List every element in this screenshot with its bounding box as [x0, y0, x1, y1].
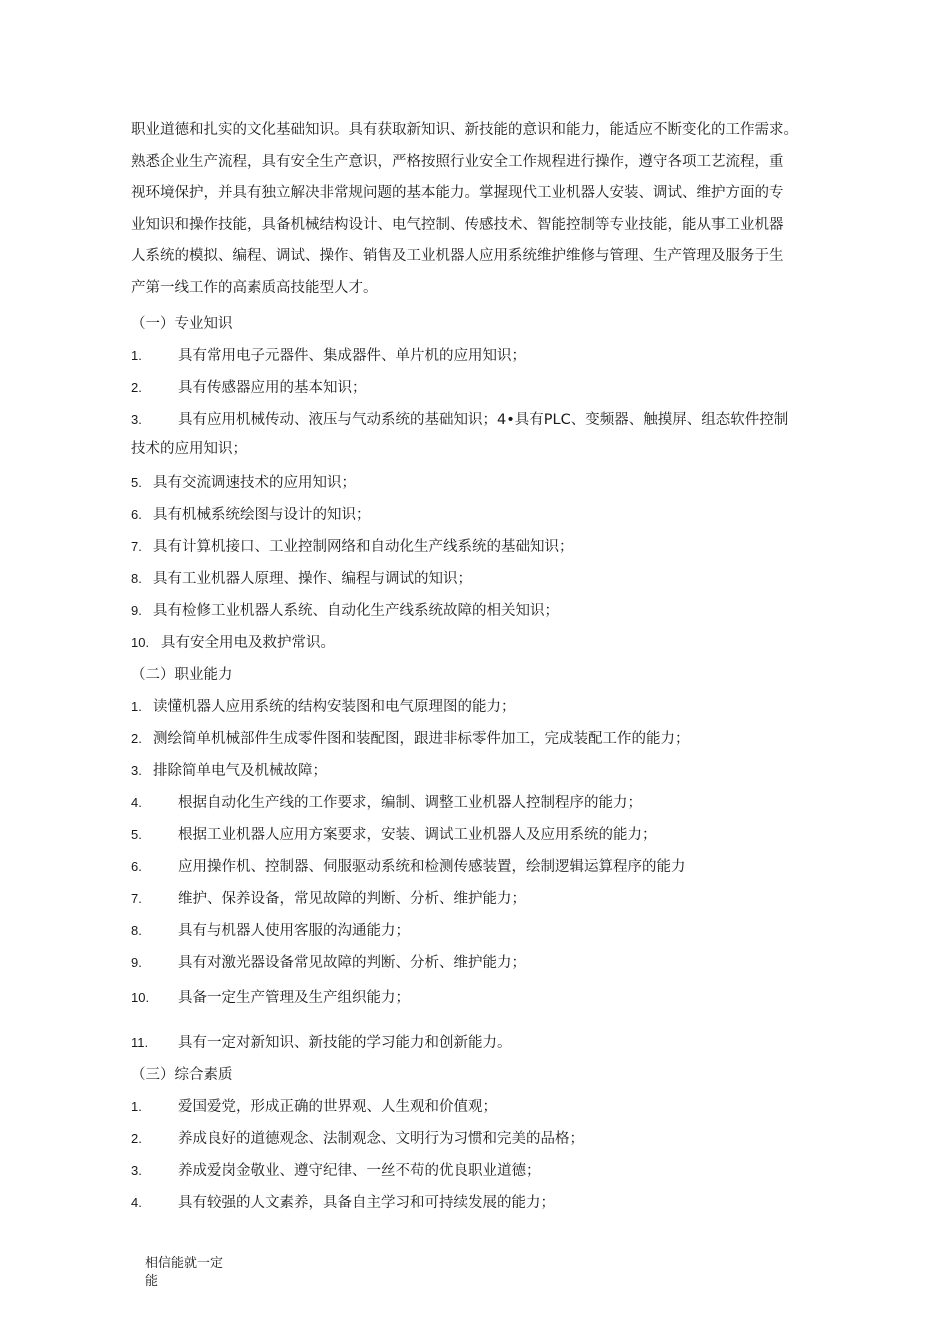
- item-number: 8.: [131, 571, 142, 586]
- item-text: 具有应用机械传动、液压与气动系统的基础知识；4•具有PLC、变频器、触摸屏、组态软件控制: [178, 412, 789, 428]
- item-text: 维护、保养设备，常见故障的判断、分析、维护能力；: [178, 891, 526, 907]
- item-number: 6.: [131, 859, 142, 874]
- list-item: [131, 1095, 497, 1116]
- item-number: 10.: [131, 990, 150, 1005]
- section-heading-ability: （二）职业能力: [131, 667, 233, 683]
- list-item: [131, 727, 690, 748]
- item-number: 2.: [131, 380, 142, 395]
- item-number: 8.: [131, 923, 142, 938]
- item-text: 根据工业机器人应用方案要求，安装、调试工业机器人及应用系统的能力；: [178, 827, 657, 843]
- list-item: [131, 919, 410, 940]
- list-item: [131, 567, 472, 588]
- list-item: [131, 1031, 512, 1052]
- intro-line: 业知识和操作技能，具备机械结构设计、电气控制、传感技术、智能控制等专业技能，能从事工业机器: [131, 216, 784, 233]
- footer-note: [145, 1255, 223, 1291]
- section-heading-knowledge: （一）专业知识: [131, 316, 233, 332]
- item-text-continuation: 技术的应用知识；: [131, 441, 247, 457]
- list-item: [131, 535, 574, 556]
- item-text: 养成爱岗金敬业、遵守纪律、一丝不苟的优良职业道德；: [178, 1163, 541, 1179]
- item-number: 1.: [131, 699, 142, 714]
- intro-line: 熟悉企业生产流程，具有安全生产意识，严格按照行业安全工作规程进行操作，遵守各项工艺流程，重: [131, 153, 784, 170]
- item-text: 测绘简单机械部件生成零件图和装配图，跟进非标零件加工，完成装配工作的能力；: [153, 731, 690, 747]
- intro-line: 视环境保护，并具有独立解决非常规问题的基本能力。掌握现代工业机器人安装、调试、维护方面的专: [131, 185, 784, 202]
- item-text: 具有检修工业机器人系统、自动化生产线系统故障的相关知识；: [153, 603, 559, 619]
- list-item: [131, 759, 327, 780]
- item-number: 3.: [131, 1163, 142, 1178]
- item-text: 读懂机器人应用系统的结构安装图和电气原理图的能力；: [153, 699, 516, 715]
- item-number: 1.: [131, 348, 142, 363]
- item-number: 7.: [131, 891, 142, 906]
- item-text: 具有工业机器人原理、操作、编程与调试的知识；: [153, 571, 472, 587]
- list-item: [131, 1159, 541, 1180]
- item-number: 11.: [131, 1035, 149, 1050]
- list-item: [131, 503, 371, 524]
- item-text: 具备一定生产管理及生产组织能力；: [178, 990, 410, 1006]
- section-heading-quality: （三）综合素质: [131, 1067, 233, 1083]
- item-text: 具有较强的人文素养，具备自主学习和可持续发展的能力；: [178, 1195, 555, 1211]
- item-number: 9.: [131, 603, 142, 618]
- item-number: 3.: [131, 763, 142, 778]
- item-text: 具有机械系统绘图与设计的知识；: [153, 507, 371, 523]
- list-item: [131, 376, 367, 397]
- item-text: 根据自动化生产线的工作要求，编制、调整工业机器人控制程序的能力；: [178, 795, 642, 811]
- item-number: 6.: [131, 507, 142, 522]
- list-item: [131, 631, 335, 652]
- list-item: [131, 986, 410, 1007]
- item-number: 3.: [131, 412, 142, 427]
- item-text: 具有安全用电及救护常识。: [161, 635, 335, 651]
- item-text: 具有对激光器设备常见故障的判断、分析、维护能力；: [178, 955, 526, 971]
- intro-line: 职业道德和扎实的文化基础知识。具有获取新知识、新技能的意识和能力，能适应不断变化的工作需求。: [131, 122, 798, 138]
- item-number: 5.: [131, 475, 142, 490]
- intro-line: 产第一线工作的高素质高技能型人才。: [131, 279, 378, 296]
- item-number: 4.: [131, 795, 142, 810]
- item-number: 5.: [131, 827, 142, 842]
- list-item: [131, 471, 356, 492]
- list-item: [131, 599, 559, 620]
- item-number: 4.: [131, 1195, 142, 1210]
- footer-line: 相信能就一定: [145, 1256, 224, 1271]
- item-number: 2.: [131, 1131, 142, 1146]
- list-item: [131, 791, 642, 812]
- list-item: [131, 951, 526, 972]
- item-text: 排除简单电气及机械故障；: [153, 763, 327, 779]
- list-item: [131, 855, 686, 876]
- item-text: 养成良好的道德观念、法制观念、文明行为习惯和完美的品格；: [178, 1131, 584, 1147]
- item-text: 具有常用电子元器件、集成器件、单片机的应用知识；: [178, 348, 526, 364]
- intro-paragraph: [131, 115, 861, 305]
- list-item: [131, 1191, 555, 1212]
- item-text: 具有计算机接口、工业控制网络和自动化生产线系统的基础知识；: [153, 539, 574, 555]
- item-number: 7.: [131, 539, 142, 554]
- item-number: 10.: [131, 635, 150, 650]
- item-number: 2.: [131, 731, 142, 746]
- item-text: 具有一定对新知识、新技能的学习能力和创新能力。: [178, 1035, 512, 1051]
- list-item: [131, 344, 526, 365]
- item-number: 9.: [131, 955, 142, 970]
- item-text: 爱国爱党，形成正确的世界观、人生观和价值观；: [178, 1099, 497, 1115]
- list-item: [131, 1127, 584, 1148]
- item-text: 应用操作机、控制器、伺服驱动系统和检测传感装置，绘制逻辑运算程序的能力: [178, 859, 686, 875]
- list-item: [131, 408, 788, 458]
- list-item: [131, 887, 526, 908]
- list-item: [131, 823, 657, 844]
- item-text: 具有传感器应用的基本知识；: [178, 380, 367, 396]
- list-item: [131, 695, 516, 716]
- item-text: 具有与机器人使用客服的沟通能力；: [178, 923, 410, 939]
- intro-line: 人系统的模拟、编程、调试、操作、销售及工业机器人应用系统维护维修与管理、生产管理及服务于生: [131, 248, 784, 265]
- item-number: 1.: [131, 1099, 142, 1114]
- footer-line: 能: [145, 1274, 159, 1289]
- item-text: 具有交流调速技术的应用知识；: [153, 475, 356, 491]
